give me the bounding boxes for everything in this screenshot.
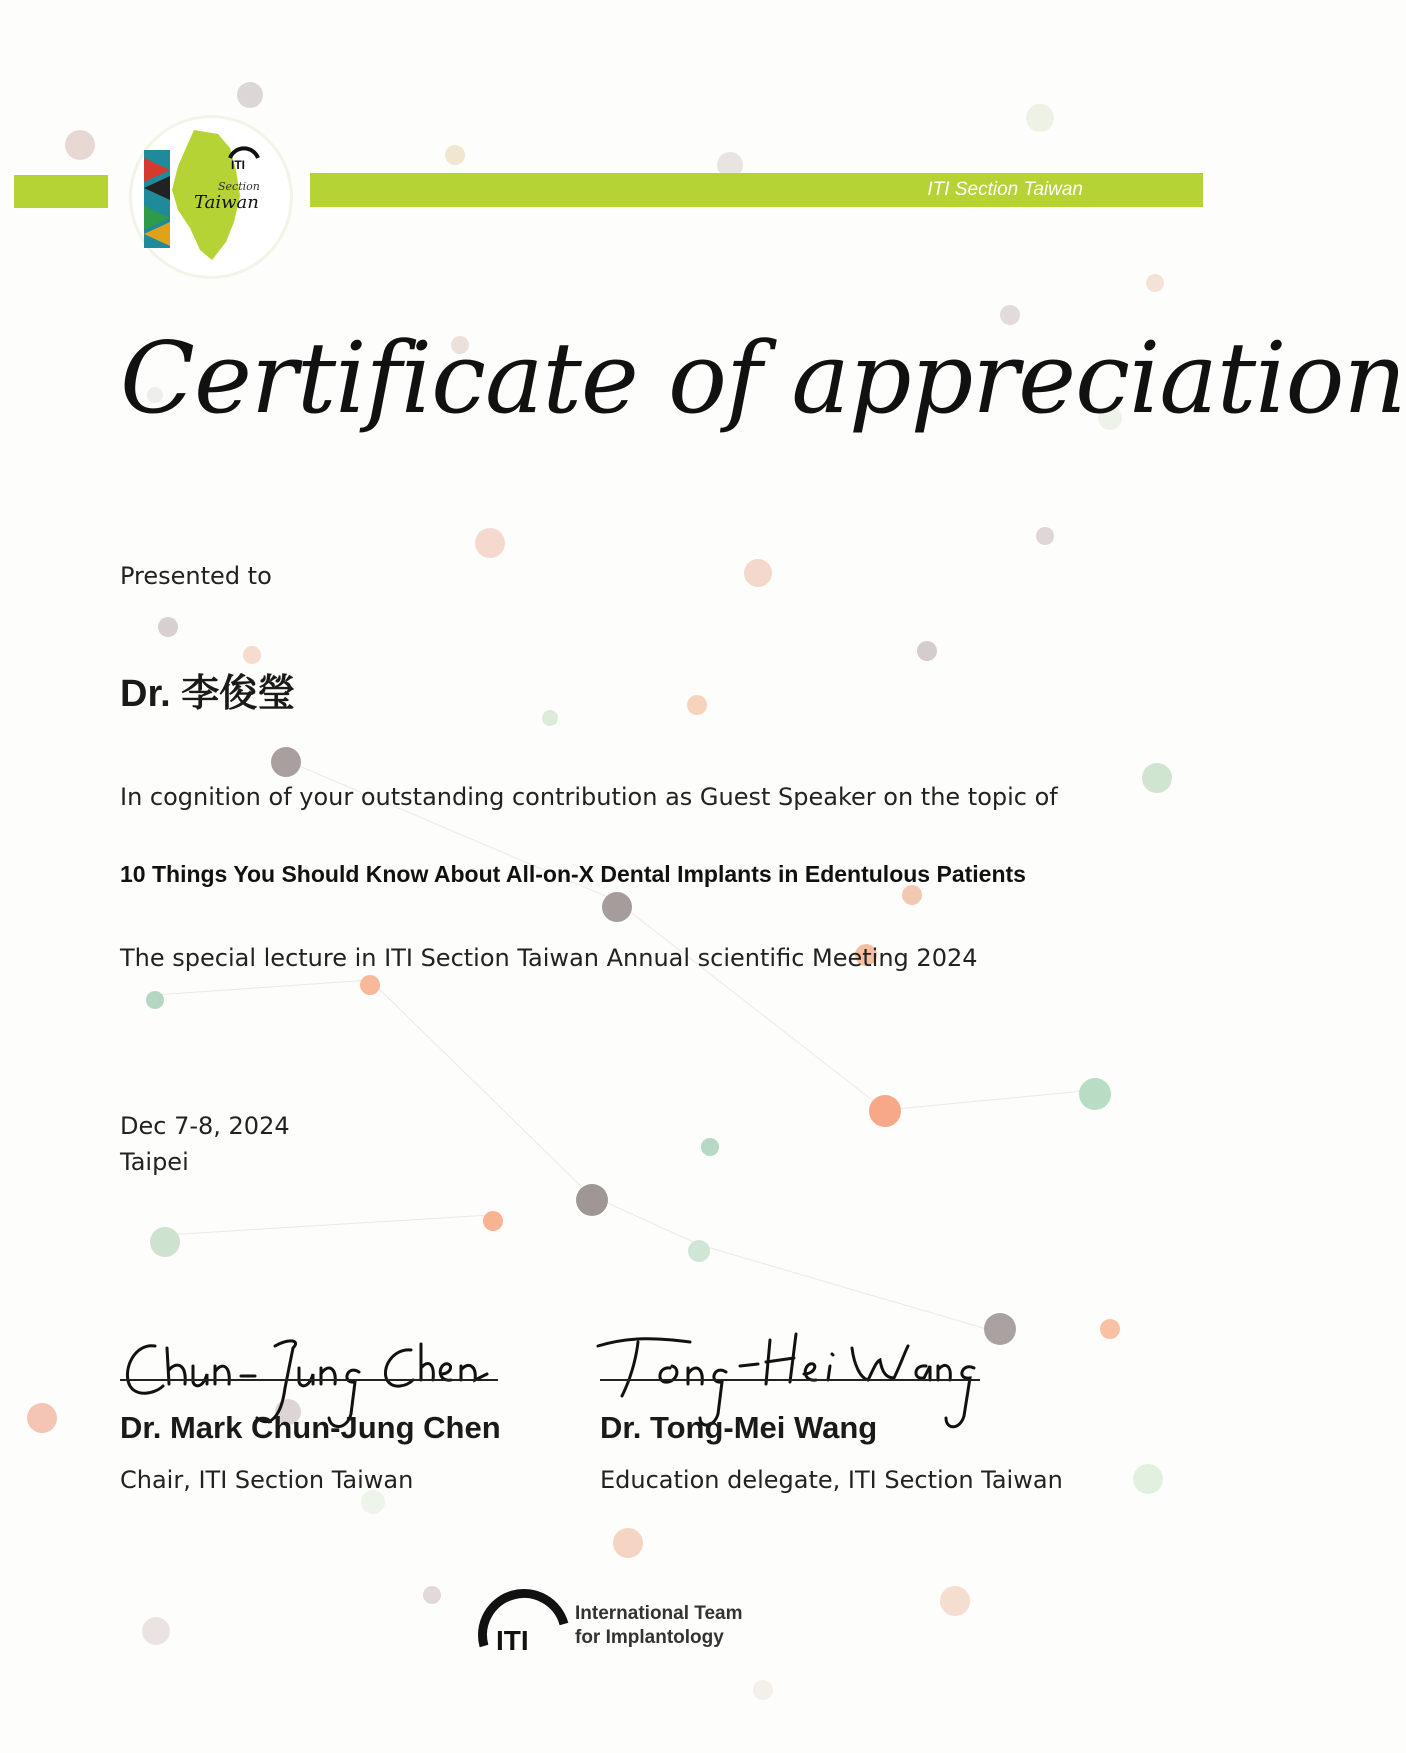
iti-section-taiwan-logo bbox=[132, 118, 290, 276]
iti-name-line1: International Team bbox=[575, 1603, 743, 1624]
signature-line-right bbox=[600, 1379, 980, 1381]
iti-logo bbox=[474, 1580, 574, 1654]
certificate-title: Certificate of appreciation bbox=[120, 322, 1406, 436]
event-city: Taipei bbox=[120, 1148, 189, 1176]
header-bar-right bbox=[310, 173, 1203, 207]
logo-taiwan-label: Taiwan bbox=[194, 192, 259, 213]
event-date: Dec 7-8, 2024 bbox=[120, 1112, 290, 1140]
iti-organisation-name bbox=[575, 1602, 743, 1650]
logo-badge: ITI bbox=[231, 158, 245, 172]
recognition-text: In cognition of your outstanding contribution as Guest Speaker on the topic of bbox=[120, 783, 1058, 811]
lecture-description: The special lecture in ITI Section Taiwan Annual scientific Meeting 2024 bbox=[120, 944, 978, 972]
recipient-name: Dr. 李俊瑩 bbox=[120, 673, 296, 715]
header-bar-left bbox=[14, 175, 108, 208]
signature-line-left bbox=[120, 1379, 498, 1381]
presented-label: Presented to bbox=[120, 562, 272, 590]
lecture-topic: 10 Things You Should Know About All-on-X Dental Implants in Edentulous Patients bbox=[120, 861, 1026, 887]
signer-name-education-delegate: Dr. Tong-Mei Wang bbox=[600, 1410, 878, 1445]
signer-role-chair: Chair, ITI Section Taiwan bbox=[120, 1466, 414, 1494]
iti-arc-icon bbox=[474, 1580, 574, 1654]
header-bar-label: ITI Section Taiwan bbox=[927, 179, 1083, 200]
signer-name-chair: Dr. Mark Chun-Jung Chen bbox=[120, 1410, 501, 1445]
iti-name-line2: for Implantology bbox=[575, 1627, 724, 1648]
iti-badge-text: ITI bbox=[496, 1625, 529, 1656]
signer-role-education-delegate: Education delegate, ITI Section Taiwan bbox=[600, 1466, 1063, 1494]
logo-section-label: Section bbox=[218, 180, 260, 193]
